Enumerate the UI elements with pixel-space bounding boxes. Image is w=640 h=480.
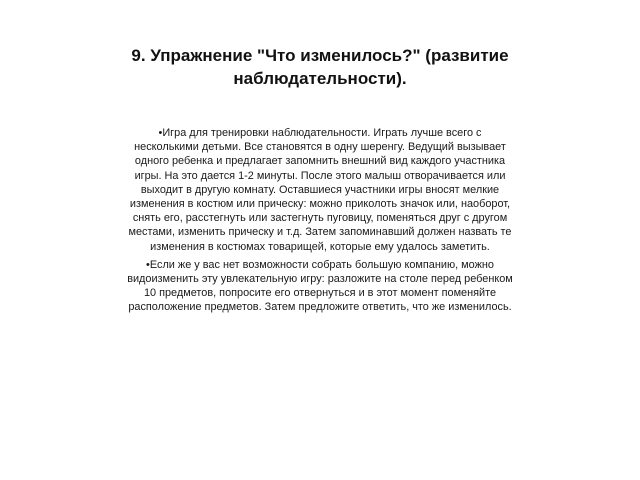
bullet-text: Если же у вас нет возможности собрать большую компанию, можно видоизменить эту увлекательную игру: разложите на столе перед ребенком 10 предметов, попросите его отвернуться и в этот момент поменяйте расположение предметов. Затем предложите ответить, что же изменилось. xyxy=(127,258,513,314)
bullet-marker: • xyxy=(158,127,163,139)
bullet-text: Игра для тренировки наблюдательности. Играть лучше всего с несколькими детьми. Все становятся в одну шеренгу. Ведущий вызывает одного ребенка и предлагает запомнить внешний вид каждого участника игры. На это дается 1-2 минуты. После этого малыш отворачивается или выходит в другую комнату. Оставшиеся участники игры вносят мелкие изменения в костюм или прическу: можно приколоть значок или, наоборот, снять его, расстегнуть или застегнуть пуговицу, поменяться друг с другом местами, изменить прическу и т.д. Затем запоминавший должен назвать те изменения в костюмах товарищей, которые ему удалось заметить. xyxy=(128,127,512,253)
bullet-item xyxy=(126,126,514,254)
slide-title: 9. Упражнение "Что изменилось?" (развитие наблюдательности). xyxy=(131,46,509,88)
bullet-marker: • xyxy=(146,258,150,271)
slide-body xyxy=(126,126,514,319)
bullet-item xyxy=(126,258,514,315)
